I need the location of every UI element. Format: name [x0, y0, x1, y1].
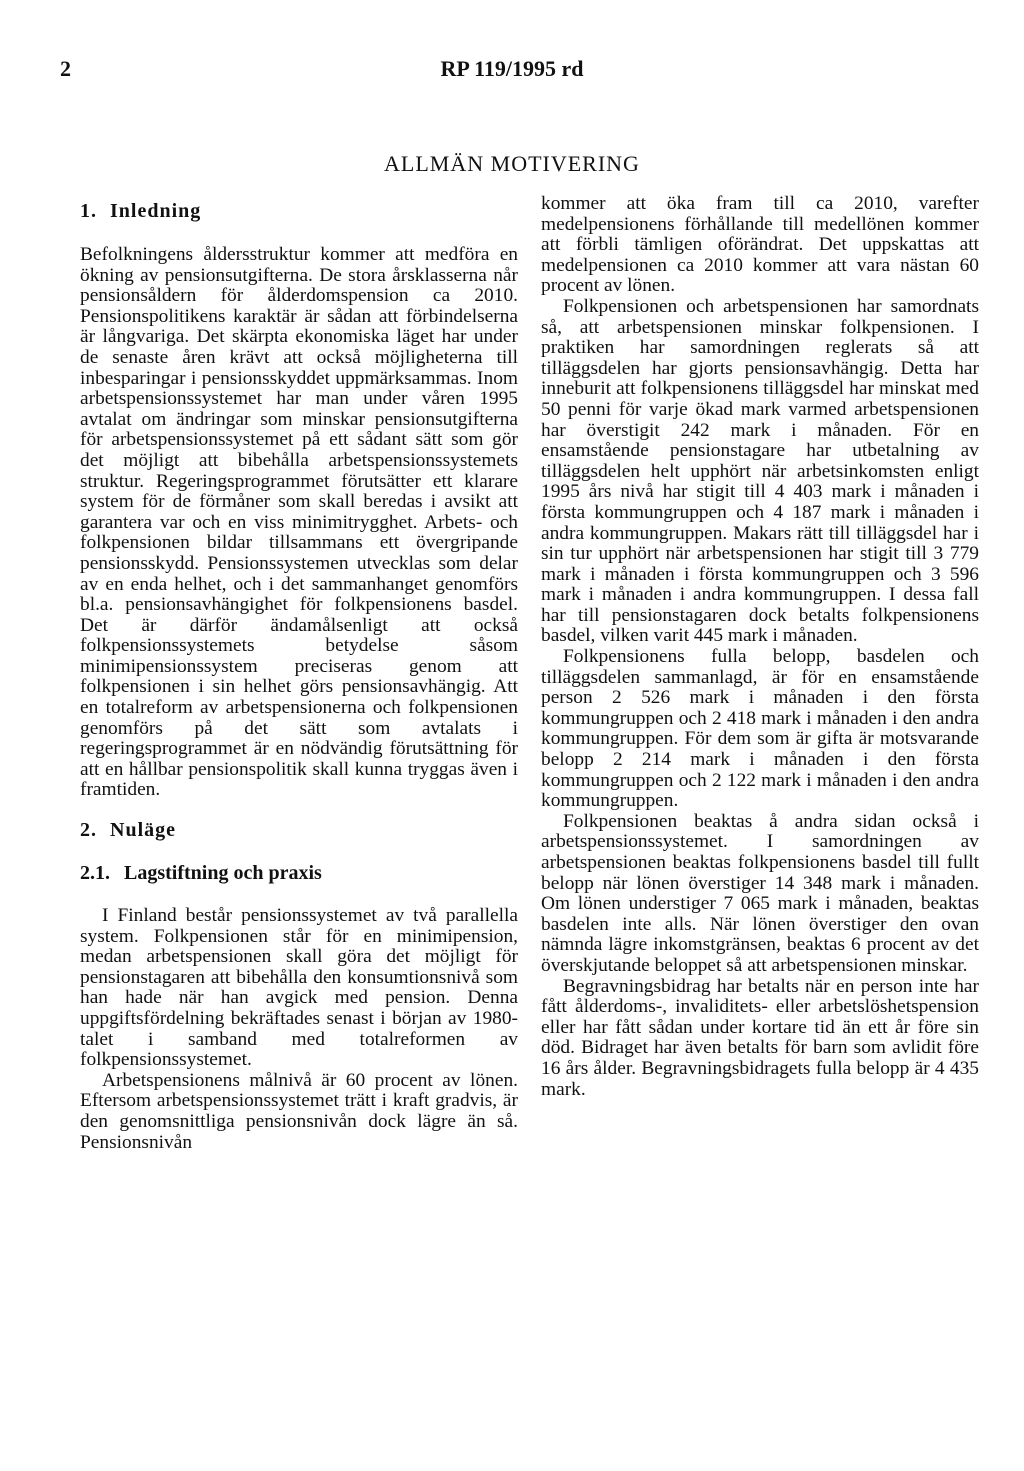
section-number-2: 2. — [80, 819, 97, 842]
paragraph-pension-system: I Finland består pensionssystemet av två parallella system. Folkpensionen står för en minimipension, medan arbetspensionen skall göra det möjligt för pensionstagaren att bibehålla den konsumtionsnivå som han hade när han avgick med pension. Denna uppgiftsfördelning bekräftades senast i början av 1980-talet i samband med totalreformen av folkpensionssystemet. — [80, 905, 518, 1071]
section-title-2: Nuläge — [110, 819, 176, 842]
paragraph-funeral-grant: Begravningsbidrag har betalts när en person inte har fått ålderdoms-, invaliditets- eller arbetslöshetspension eller har fått sådan under kortare tid än ett år före sin död. Bidraget har även betalts för barn som avlidit före 16 års ålder. Begravningsbidragets fulla belopp är 4 435 mark. — [541, 975, 979, 1100]
page-number: 2 — [60, 56, 71, 81]
paragraph-target-level-continued: kommer att öka fram till ca 2010, varefter medelpensionens förhållande till medellönen kommer att förbli tämligen oförändrat. Det uppskattas att medelpensionen ca 2010 kommer att vara nästan 60 procent av lönen. — [541, 193, 979, 297]
section-number-1: 1. — [80, 200, 97, 222]
paragraph-basic-part: Folkpensionen beaktas å andra sidan också i arbetspensionssystemet. I samordningen av arbetspensionen beaktas folkpensionens basdel till fullt belopp när lönen överstiger 14 348 mark i månaden. Om lönen understiger 7 065 mark i månaden, beaktas basdelen inte alls. När lönen överstiger den ovan nämnda lägre inkomstgränsen, beaktas 6 procent av det överskjutande beloppet så att arbetspensionen minskar. — [541, 810, 979, 976]
section-title-1: Inledning — [110, 200, 202, 222]
paragraph-inledning: Befolkningens åldersstruktur kommer att medföra en ökning av pensionsutgifterna. De stora årsklasserna når pensionsåldern för ålderdomspension ca 2010. Pensionspolitikens karaktär är sådan att förbindelserna är långvariga. Det skärpta ekonomiska läget har under de senaste åren krävt att också möjligheterna till inbesparingar i pensionsskyddet uppmärksammas. Inom arbetspensionssystemet har man under våren 1995 avtalat om ändringar som minskar pensionsutgifterna för arbetspensionssystemet på ett sådant sätt som gör det möjligt att bibehålla arbetspensionssystemets struktur. Regeringsprogrammet förutsätter ett klarare system för de förmåner som skall beredas i avsikt att garantera var och en viss minimitrygghet. Arbets- och folkpensionen bildar tillsammans ett övergripande pensionsskydd. Pensionssystemen utvecklas som delar av en enda helhet, och i det sammanhanget genomförs bl.a. pensionsavhängighet för folkpensionens basdel. Det är därför ändamålsenligt att också folkpensionssystemets betydelse såsom minimipensionssystem preciseras genom att folkpensionen i sin helhet görs pensionsavhängig. Att en totalreform av arbetspensionerna och folkpensionen genomförs på det sätt som avtalats i regeringsprogrammet är en nödvändig förutsättning för att en hållbar pensionspolitik skall kunna tryggas även i framtiden. — [80, 244, 518, 801]
section-heading-1 — [80, 200, 518, 222]
running-head: RP 119/1995 rd — [440, 56, 584, 81]
left-column — [80, 194, 518, 1153]
paragraph-target-level: Arbetspensionens målnivå är 60 procent av lönen. Eftersom arbetspensionssystemet trätt i kraft gradvis, är den genomsnittliga pensionsnivån dock lägre än så. Pensionsnivån — [80, 1069, 518, 1153]
subsection-heading-2-1 — [80, 862, 518, 884]
subsection-title-2-1: Lagstiftning och praxis — [124, 862, 322, 885]
document-title: ALLMÄN MOTIVERING — [384, 151, 640, 176]
subsection-number-2-1: 2.1. — [80, 862, 110, 885]
paragraph-coordination: Folkpensionen och arbetspensionen har samordnats så, att arbetspensionen minskar folkpensionen. I praktiken har samordningen reglerats så att tilläggsdelen har gjorts pensionsavhängig. Detta har inneburit att folkpensionens tilläggsdel har minskat med 50 penni för varje ökad mark varmed arbetspensionen har överstigit 242 mark i månaden. För en ensamstående pensionstagare har utbetalning av tilläggsdelen helt upphört när arbetsinkomsten enligt 1995 års nivå har stigit till 4 403 mark i månaden i första kommungruppen och 4 187 mark i månaden i andra kommungruppen. Makars rätt till tilläggsdel har i sin tur upphört när arbetspensionen har stigit till 3 779 mark i månaden i första kommungruppen och 3 596 mark i månaden i andra kommungruppen. I dessa fall har till pensionstagaren dock betalts folkpensionens basdel, vilken varit 445 mark i månaden. — [541, 295, 979, 647]
paragraph-full-amount: Folkpensionens fulla belopp, basdelen och tilläggsdelen sammanlagd, är för en ensamstående person 2 526 mark i månaden i den första kommungruppen och 2 418 mark i månaden i den andra kommungruppen. För dem som är gifta är motsvarande belopp 2 214 mark i månaden i den första kommungruppen och 2 122 mark i månaden i den andra kommungruppen. — [541, 646, 979, 812]
section-heading-2 — [80, 819, 518, 841]
right-column — [541, 194, 979, 1100]
